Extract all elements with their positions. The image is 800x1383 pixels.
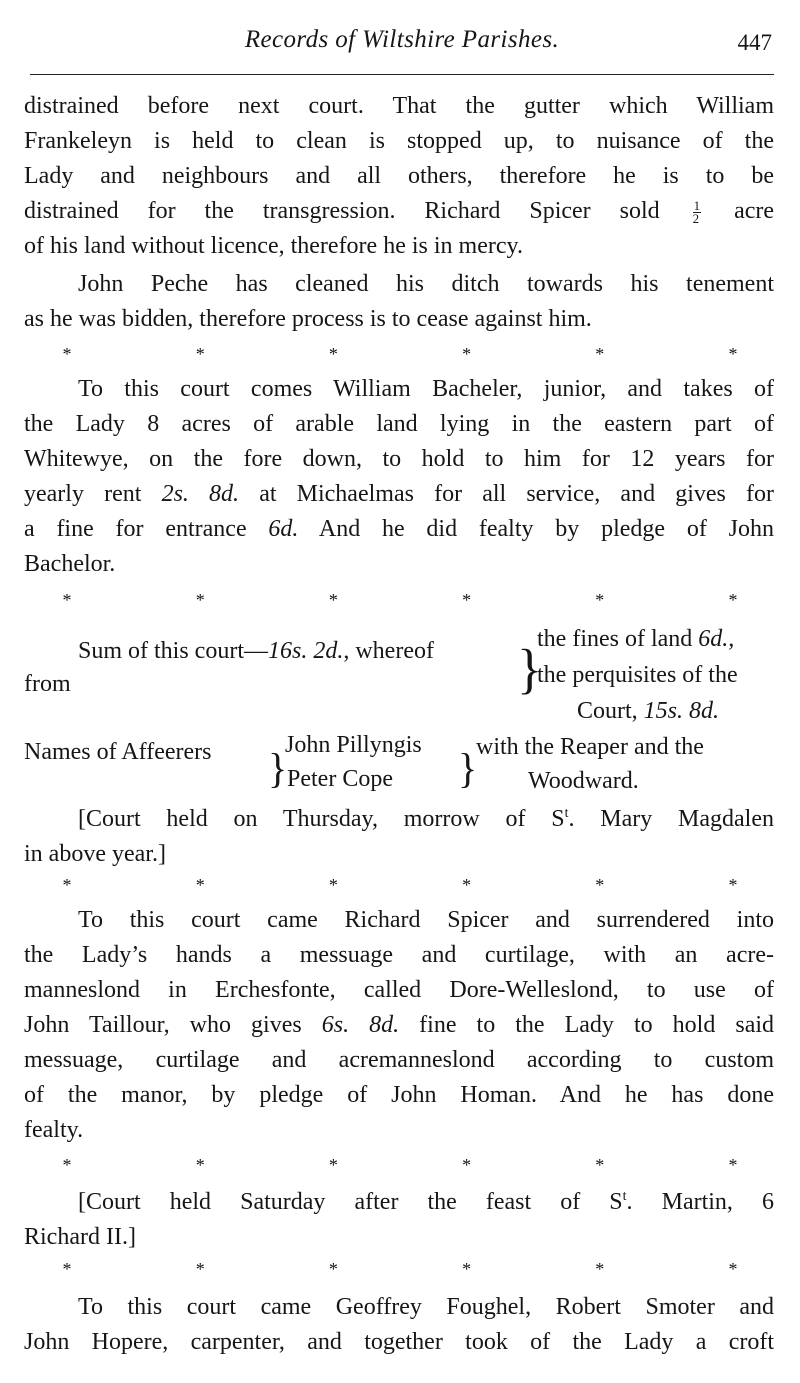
paragraph-bacheler (24, 372, 774, 582)
affeerers-with-line: with the Reaper and the (476, 734, 704, 760)
text-line: yearly rent 2s. 8d. at Michaelmas for all service, and gives for (24, 481, 775, 507)
right-brace: } (458, 744, 478, 793)
paragraph-geoffrey-foughel (24, 1290, 774, 1360)
text-line: of the manor, by pledge of John Homan. And he has done (24, 1082, 774, 1108)
paragraph-court-thursday (24, 802, 774, 872)
text-line: Frankeleyn is held to clean is stopped up, to nuisance of the (24, 128, 774, 154)
text-line: [Court held on Thursday, morrow of $S^t$. Mary Magdalen (78, 806, 774, 832)
header-rule (30, 74, 774, 75)
sum-left-text: Sum of this court—16s. 2d., whereof (78, 638, 434, 664)
text-line: distrained before next court. That the gutter which William (24, 93, 774, 119)
text-line: of his land without licence, therefore he is in mercy. (24, 233, 523, 259)
asterism-divider: * * * * * * (62, 1155, 738, 1175)
affeerer-name: John Pillyngis (285, 732, 422, 758)
sum-from: from (24, 671, 71, 697)
affeerers-label: Names of Affeerers (24, 739, 212, 765)
asterism-divider: * * * * * * (62, 590, 738, 610)
text-line: [Court held Saturday after the feast of $S^t$. Martin, 6 (78, 1189, 774, 1215)
right-brace: } (268, 744, 288, 793)
page-header (30, 26, 774, 66)
page-number: 447 (737, 30, 772, 55)
text-line: John Hopere, carpenter, and together took of the Lady a croft (24, 1329, 774, 1355)
paragraph-john-peche (24, 267, 774, 337)
text-line: as he was bidden, therefore process is to cease against him. (24, 306, 592, 332)
paragraph-court-saturday (24, 1185, 774, 1255)
text-line: the Lady’s hands a messuage and curtilage, with an acre- (24, 942, 774, 968)
text-line: Bachelor. (24, 551, 116, 577)
paragraph-distrained (24, 89, 774, 264)
text-line: Lady and neighbours and all others, therefore he is to be (24, 163, 774, 189)
sum-perquisites-line: the perquisites of the (537, 662, 738, 688)
sum-fines-line: the fines of land 6d., (537, 626, 735, 652)
text-line: John Peche has cleaned his ditch towards his tenement (78, 271, 774, 297)
asterism-divider: * * * * * * (62, 1259, 738, 1279)
text-line: in above year.] (24, 841, 166, 867)
text-line: To this court came Geoffrey Foughel, Robert Smoter and (78, 1294, 774, 1320)
fraction-half: $\frac{1}{2}$ (692, 197, 701, 226)
affeerers-woodward: Woodward. (528, 768, 639, 794)
text-line: Richard II.] (24, 1224, 136, 1250)
text-line: messuage, curtilage and acremanneslond according to custom (24, 1047, 774, 1073)
text-line: manneslond in Erchesfonte, called Dore-Welleslond, to use of (24, 977, 774, 1003)
asterism-divider: * * * * * * (62, 875, 738, 895)
text-line: a fine for entrance 6d. And he did fealty by pledge of John (24, 516, 774, 542)
text-line: To this court came Richard Spicer and surrendered into (78, 907, 774, 933)
text-line: Whitewye, on the fore down, to hold to him for 12 years for (24, 446, 774, 472)
sum-court-line: Court, 15s. 8d. (577, 698, 720, 724)
text-line: John Taillour, who gives 6s. 8d. fine to the Lady to hold said (24, 1012, 775, 1038)
text-line: fealty. (24, 1117, 84, 1143)
affeerer-name: Peter Cope (287, 766, 393, 792)
asterism-divider: * * * * * * (62, 344, 738, 364)
text-line: distrained for the transgression. Richard Spicer sold $\frac{1}{2}$ acre (24, 197, 775, 226)
text-line: To this court comes William Bacheler, junior, and takes of (78, 376, 774, 402)
paragraph-richard-spicer (24, 903, 774, 1148)
right-brace: } (517, 639, 542, 700)
running-title: Records of Wiltshire Parishes. (244, 26, 560, 53)
text-line: the Lady 8 acres of arable land lying in the eastern part of (24, 411, 774, 437)
